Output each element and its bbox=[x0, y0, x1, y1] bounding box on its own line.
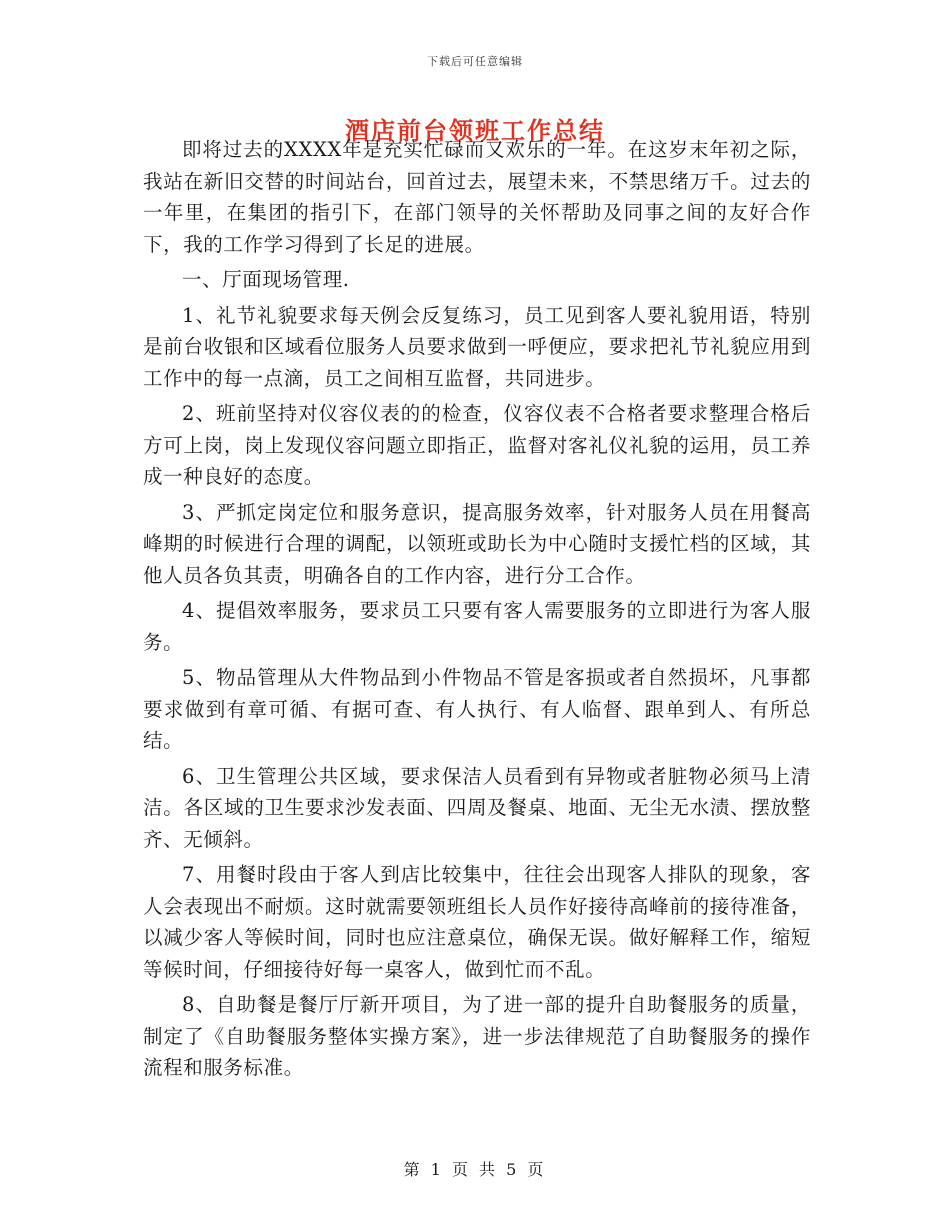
list-item-5: 5、物品管理从大件物品到小件物品不管是客损或者自然损坏，凡事都要求做到有章可循、有据可查、有人执行、有人临督、跟单到人、有所总结。 bbox=[143, 666, 811, 752]
list-item-3: 3、严抓定岗定位和服务意识，提高服务效率，针对服务人员在用餐高峰期的时候进行合理的调配，以领班或助长为中心随时支援忙档的区域，其他人员各负其责，明确各自的工作内容，进行分工合作。 bbox=[143, 500, 811, 587]
document-body bbox=[143, 134, 811, 1088]
list-item-6: 6、卫生管理公共区域，要求保洁人员看到有异物或者脏物必须马上清洁。各区域的卫生要求沙发表面、四周及餐桌、地面、无尘无水渍、摆放整齐、无倾斜。 bbox=[143, 764, 811, 851]
intro-paragraph: 即将过去的XXXX年是充实忙碌而又欢乐的一年。在这岁末年初之际，我站在新旧交替的时间站台，回首过去，展望未来，不禁思绪万千。过去的一年里，在集团的指引下，在部门领导的关怀帮助及同事之间的友好合作下，我的工作学习得到了长足的进展。 bbox=[143, 138, 811, 256]
page-footer: 第 1 页 共 5 页 bbox=[403, 1160, 547, 1179]
list-item-8: 8、自助餐是餐厅厅新开项目，为了进一部的提升自助餐服务的质量，制定了《自助餐服务整体实操方案》，进一步法律规范了自助餐服务的操作流程和服务标准。 bbox=[143, 993, 811, 1079]
list-item-1: 1、礼节礼貌要求每天例会反复练习，员工见到客人要礼貌用语，特别是前台收银和区域看位服务人员要求做到一呼便应，要求把礼节礼貌应用到工作中的每一点滴，员工之间相互监督，共同进步。 bbox=[143, 303, 811, 390]
document-title: 酒店前台领班工作总结 bbox=[345, 116, 605, 145]
list-item-4: 4、提倡效率服务，要求员工只要有客人需要服务的立即进行为客人服务。 bbox=[143, 599, 811, 654]
list-item-2: 2、班前坚持对仪容仪表的的检查，仪容仪表不合格者要求整理合格后方可上岗，岗上发现仪容问题立即指正，监督对客礼仪礼貌的运用，员工养成一种良好的态度。 bbox=[143, 402, 811, 488]
list-item-7: 7、用餐时段由于客人到店比较集中，往往会出现客人排队的现象，客人会表现出不耐烦。这时就需要领班组长人员作好接待高峰前的接待准备，以减少客人等候时间，同时也应注意桌位，确保无误。做好解释工作，缩短等候时间，仔细接待好每一桌客人，做到忙而不乱。 bbox=[143, 863, 811, 981]
section-heading: 一、厅面现场管理. bbox=[182, 268, 350, 291]
header-note: 下载后可任意编辑 bbox=[427, 55, 523, 68]
